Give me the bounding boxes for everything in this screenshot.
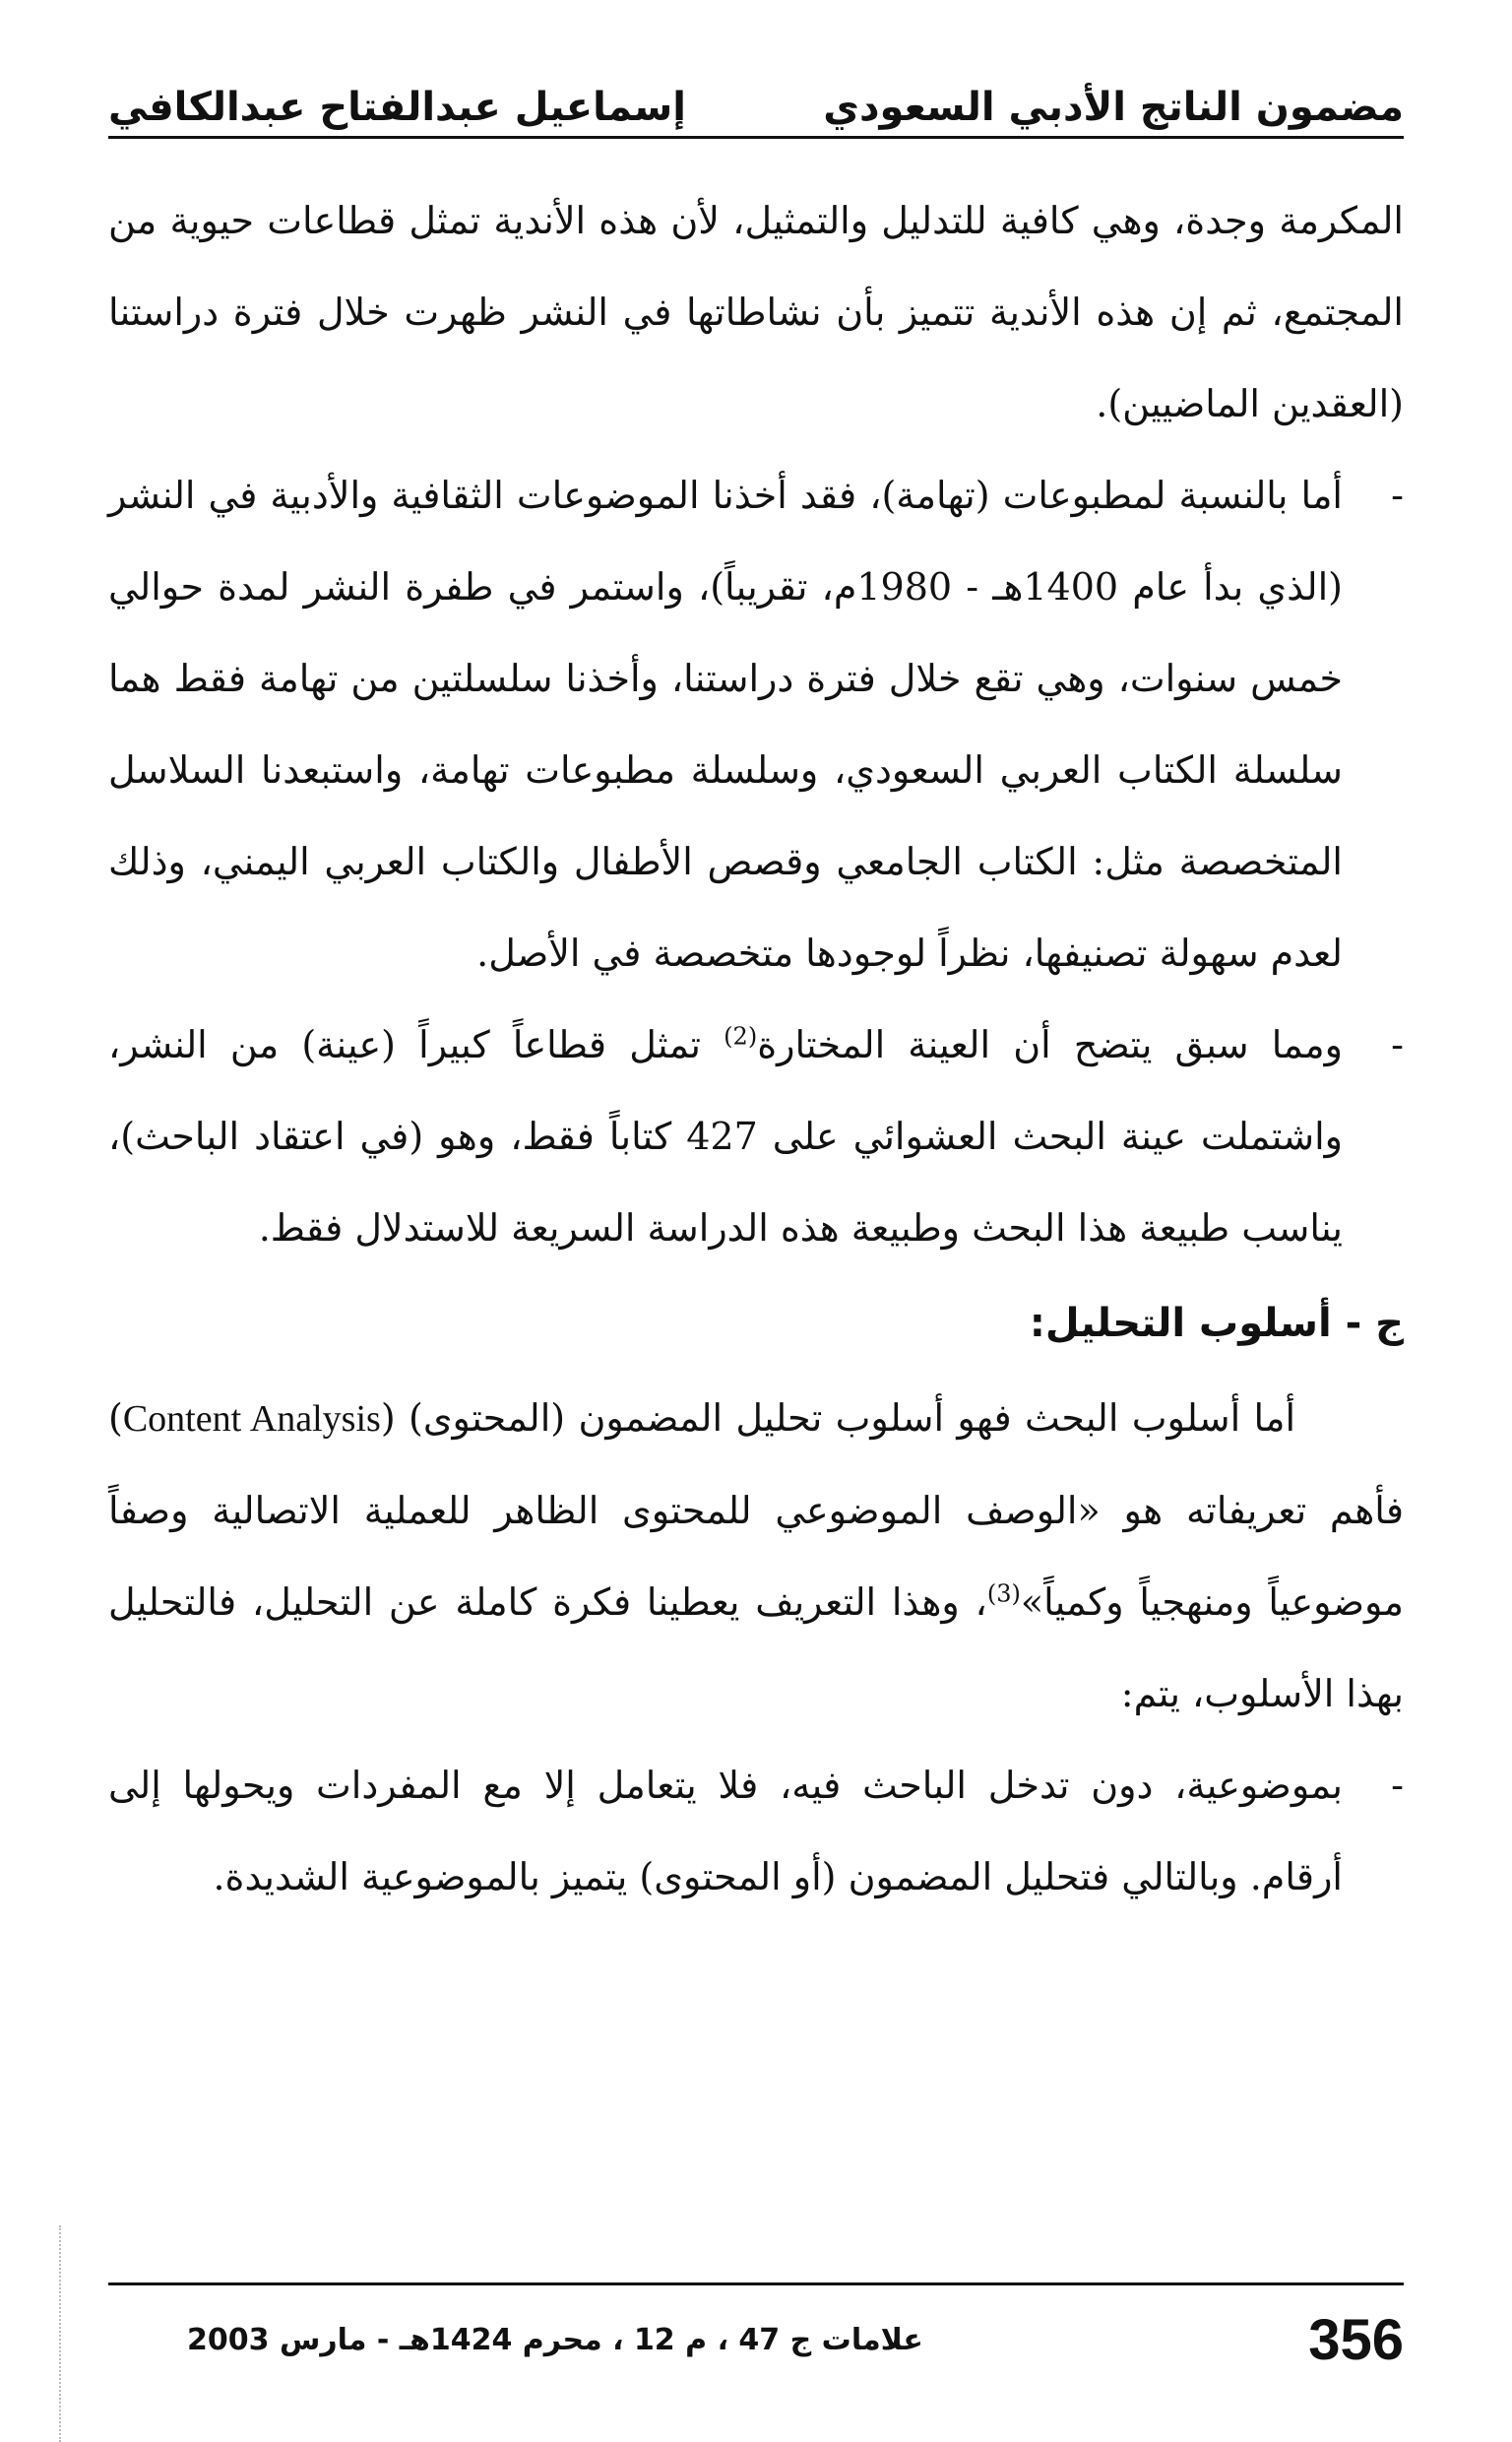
author-name: إسماعيل عبدالفتاح عبدالكافي	[108, 85, 686, 130]
paragraph-text: ، وهذا التعريف يعطينا فكرة كاملة عن التحليل، فالتحليل بهذا الأسلوب، يتم:	[108, 1580, 1404, 1715]
paragraph	[108, 1373, 1404, 1740]
body-text	[108, 175, 1404, 1923]
bullet-text: أما بالنسبة لمطبوعات (تهامة)، فقد أخذنا الموضوعات الثقافية والأدبية في النشر (الذي بدأ عام 1400هـ - 1980م، تقريباً)، واستمر في طفرة النشر لمدة حوالي خمس سنوات، وهي تقع خلال فترة دراستنا، وأخذنا سلسلتين من تهامة فقط هما سلسلة الكتاب العربي السعودي، وسلسلة مطبوعات تهامة، واستبعدنا السلاسل المتخصصة مثل: الكتاب الجامعي وقصص الأطفال والكتاب العربي اليمني، وذلك لعدم سهولة تصنيفها، نظراً لوجودها متخصصة في الأصل.	[108, 474, 1344, 975]
journal-citation: علامات ج 47 ، م 12 ، محرم 1424هـ - مارس 2003	[187, 2322, 923, 2357]
bullet-paragraph	[108, 1740, 1404, 1923]
section-heading: ج - أسلوب التحليل:	[1029, 1301, 1404, 1346]
footnote-reference: (3)	[986, 1579, 1021, 1608]
scan-edge-mark	[59, 2225, 61, 2442]
latin-term: Content Analysis	[122, 1398, 381, 1440]
paragraph-text: أما أسلوب البحث فهو أسلوب تحليل المضمون (المحتوى) (	[380, 1396, 1295, 1440]
bullet-dash: -	[1391, 1764, 1404, 1807]
paragraph-text: ) فأهم تعريفاته هو «الوصف الموضوعي للمحتوى الظاهر للعملية الاتصالية وصفاً موضوعياً ومنهجياً وكمياً»	[108, 1396, 1404, 1624]
footnote-reference: (2)	[724, 1022, 758, 1051]
paragraph: المكرمة وجدة، وهي كافية للتدليل والتمثيل، لأن هذه الأندية تمثل قطاعات حيوية من المجتمع، ثم إن هذه الأندية تتميز بأن نشاطاتها في النشر ظهرت خلال فترة دراستنا (العقدين الماضيين).	[108, 199, 1404, 425]
running-header	[108, 51, 1404, 130]
header-rule	[108, 136, 1404, 139]
bullet-dash: -	[1391, 1023, 1404, 1066]
bullet-text: بموضوعية، دون تدخل الباحث فيه، فلا يتعامل إلا مع المفردات ويحولها إلى أرقام. وبالتالي فتحليل المضمون (أو المحتوى) يتميز بالموضوعية الشديدة.	[108, 1764, 1343, 1898]
bullet-paragraph	[108, 999, 1404, 1274]
bullet-paragraph	[108, 450, 1404, 999]
page-number: 356	[1308, 2307, 1404, 2372]
page-footer	[108, 2300, 1404, 2379]
bullet-dash: -	[1391, 474, 1404, 517]
article-title: مضمون الناتج الأدبي السعودي	[823, 85, 1404, 130]
bullet-text: ومما سبق يتضح أن العينة المختارة	[757, 1023, 1343, 1066]
bullet-text: تمثل قطاعاً كبيراً (عينة) من النشر، واشتملت عينة البحث العشوائي على 427 كتاباً فقط، وهو (في اعتقاد الباحث)، يناسب طبيعة هذا البحث وطبيعة هذه الدراسة السريعة للاستدلال فقط.	[108, 1023, 1343, 1250]
footer-rule	[108, 2282, 1404, 2285]
